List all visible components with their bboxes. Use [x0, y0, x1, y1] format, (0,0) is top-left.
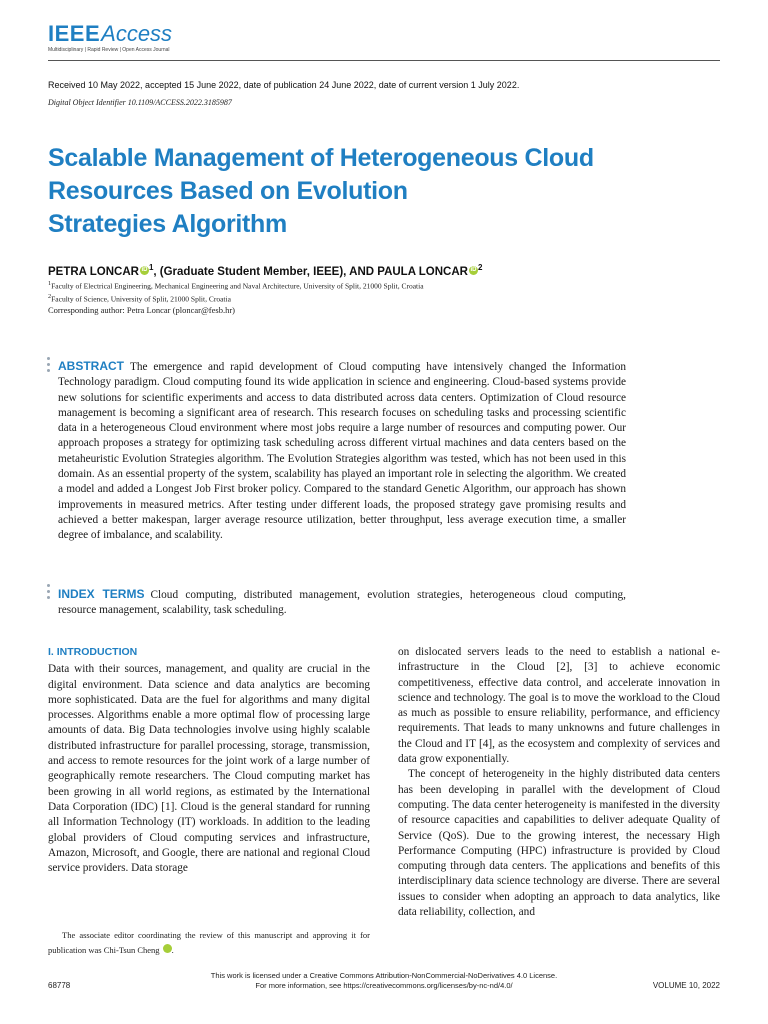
body-paragraph: on dislocated servers leads to the need to establish a national e-infrastructure in the Cloud [2], [3] to achieve economic competitiveness, effective data control, and accelerate innovation in science and technology. The goal is to move the workload to the Cloud as much as possible to ensure reliability, performance, and efficiency requirements. That leads to many unknowns and future challenges in the Cloud and IT [4], as the ecosystem and complexity of services and data grow exponentially. — [398, 646, 720, 766]
affiliation — [48, 292, 424, 305]
page-number: 68778 — [48, 981, 71, 990]
index-terms-text: Cloud computing, distributed management, evolution strategies, heterogeneous cloud computing, resource management, scalability, task scheduling. — [58, 589, 626, 617]
abstract-text: The emergence and rapid development of Cloud computing have intensively changed the Information Technology paradigm. Cloud computing found its wide application in science and engineering. Cloud-based systems provide new solutions for scientific experiments and access to data distributed across data centers. Optimization of Cloud resource management is becoming a significant area of research. This research focuses on scheduling tasks and processing scientific data in a heterogeneous Cloud environment where most jobs require a large number of resources and computing power. Our approach proposes a strategy for optimizing task scheduling across different virtual machines and data centers based on the metaheuristic Evolution Strategies algorithm. The Evolution Strategies algorithm was tested, which has not been used in this domain. As an essential property of the system, scalability has played an important role in selecting the algorithm. We created a model and added a Longest Job First broker policy. Compared to the standard Genetic Algorithm, our approach has shown improvements in measured metrics. After testing under different loads, the proposed strategy gave promising results and achieved a better makespan, larger average resource utilization, better throughput, less average execution time, a smaller degree of imbalance, and scalability. — [58, 361, 626, 542]
index-terms-label: INDEX TERMS — [58, 587, 145, 601]
header-divider — [48, 60, 720, 61]
corresponding-author: Corresponding author: Petra Loncar (ploncar@fesb.hr) — [48, 305, 235, 315]
journal-header — [48, 22, 172, 53]
doi-line: Digital Object Identifier 10.1109/ACCESS.2022.3185987 — [48, 98, 232, 107]
orcid-icon[interactable]: iD — [163, 944, 172, 953]
affiliation-marker: 1 — [148, 263, 154, 272]
right-column — [398, 645, 720, 920]
abstract-label: ABSTRACT — [58, 359, 124, 373]
body-paragraph: Data with their sources, management, and quality are crucial in the digital environment. Data science and data analytics are becoming more sophisticated. Data are the fuel for algorithms and many digital processes. Algorithms enable a more optimal flow of processing large amounts of data. Big Data technologies involve using highly scalable distributed infrastructure for parallel processing, storage, transmission, and access to remote resources for the joint work of a large number of geographically remote researchers. The Cloud computing market has been growing in all world regions, as estimated by the International Data Corporation (IDC) [1]. Cloud is the general standard for running all Information Technology (IT) workloads. In addition to the leading global providers of Cloud computing services and infrastructure, Amazon, Microsoft, and Google, there are national and regional Cloud service providers. Data storage — [48, 663, 370, 875]
journal-tagline: Multidisciplinary | Rapid Review | Open Access Journal — [48, 47, 170, 53]
section-heading: I. INTRODUCTION — [48, 646, 138, 658]
left-column — [48, 645, 370, 876]
logo-access: Access — [101, 21, 173, 46]
received-dates: Received 10 May 2022, accepted 15 June 2022, date of publication 24 June 2022, date of current version 1 July 2022. — [48, 80, 520, 90]
index-terms — [58, 587, 626, 619]
affiliation-text: Faculty of Electrical Engineering, Mechanical Engineering and Naval Architecture, University of Split, 21000 Split, Croatia — [51, 281, 424, 291]
license-line: This work is licensed under a Creative Commons Attribution-NonCommercial-NoDerivatives 4.0 License. — [210, 971, 558, 980]
title-line: Strategies Algorithm — [48, 210, 287, 238]
orcid-icon[interactable]: iD — [470, 266, 477, 273]
title-line: Resources Based on Evolution — [48, 177, 408, 205]
section-marker-icon — [47, 584, 51, 602]
author-role: , (Graduate Student Member, IEEE), AND PAULA LONCAR — [153, 265, 468, 278]
volume-label: VOLUME 10, 2022 — [652, 981, 720, 990]
page-footer — [48, 971, 720, 991]
affiliation-text: Faculty of Science, University of Split, 21000 Split, Croatia — [51, 294, 231, 303]
affiliation-number: 1 — [48, 280, 52, 287]
editor-footnote: The associate editor coordinating the review of this manuscript and approving it for publication was Chi-Tsun Cheng iD. — [48, 930, 370, 955]
body-paragraph: The concept of heterogeneity in the highly distributed data centers has been developing in parallel with the development of Cloud computing. The data center heterogeneity is manifested in the diversity of resource capacities and capabilities to deliver adequate Quality of Service (QoS). Due to the growing interest, the necessary High Performance Computing (HPC) infrastructure is provided by Cloud computing through data centers. The applications and benefits of this interdisciplinary data science technology are diverse. There are several issues to consider when adopting an approach to data analytics, like data reliability, collection, and — [398, 768, 720, 919]
affiliations — [48, 279, 424, 304]
editor-note-text: The associate editor coordinating the review of this manuscript and approving it for publication was Chi-Tsun Cheng — [48, 930, 370, 955]
author-name: PETRA LONCAR — [48, 265, 139, 278]
ieee-access-logo[interactable] — [48, 22, 172, 46]
abstract — [58, 359, 626, 544]
license-link[interactable]: For more information, see https://creativecommons.org/licenses/by-nc-nd/4.0/ — [255, 981, 513, 990]
affiliation-number: 2 — [48, 292, 52, 300]
affiliation — [48, 279, 424, 292]
article-title — [48, 142, 608, 241]
license-notice — [48, 971, 720, 991]
section-marker-icon — [47, 357, 51, 375]
affiliation-marker: 2 — [477, 263, 483, 272]
title-line: Scalable Management of Heterogeneous Cloud — [48, 144, 594, 172]
orcid-icon[interactable]: iD — [141, 266, 148, 273]
logo-ieee: IEEE — [48, 21, 101, 46]
author-line — [48, 263, 482, 278]
